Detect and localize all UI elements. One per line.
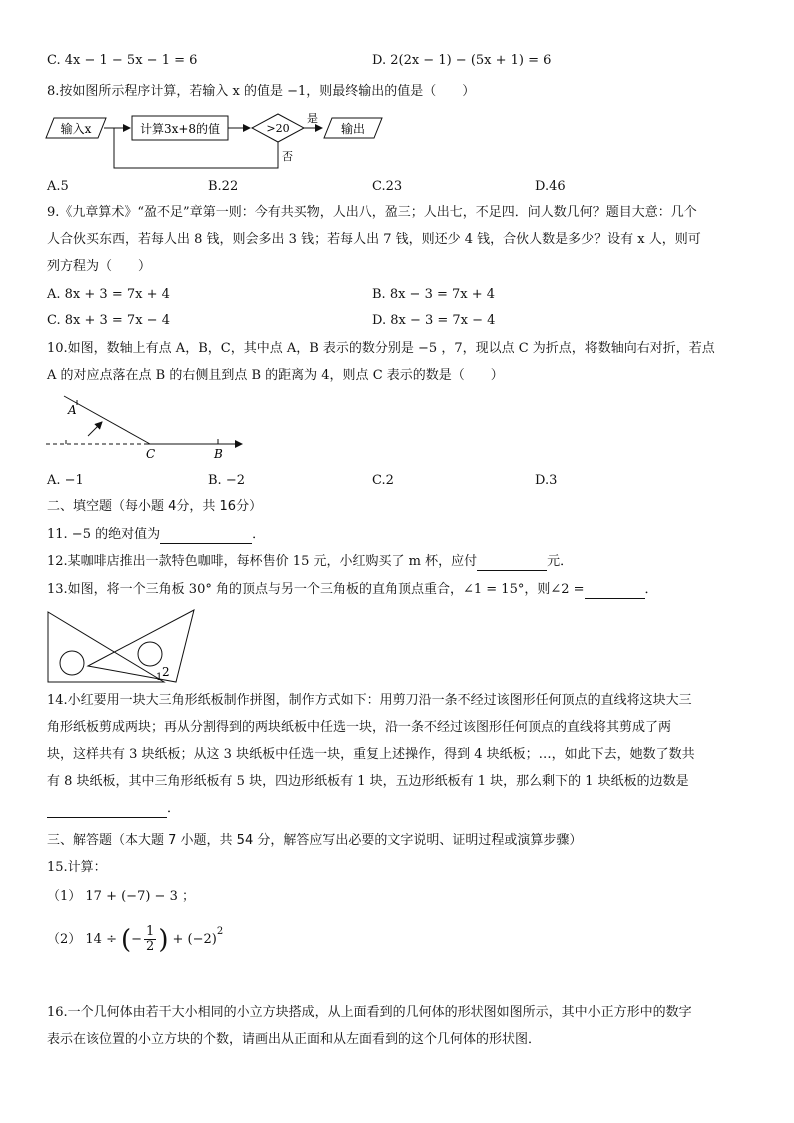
compute-label: 计算3x+8的值 xyxy=(139,122,221,136)
q13-end: ． xyxy=(644,582,658,597)
q14-line2: 角形纸板剪成两块；再从分割得到的两块纸板中任选一块，沿一条不经过该图形任何顶点的直线将其剪成了两 xyxy=(47,720,672,735)
fold-arrow xyxy=(88,422,102,436)
angle-1-label: 1 xyxy=(156,672,163,683)
q8-flowchart xyxy=(44,110,394,172)
q11-text: 11. −5 的绝对值为 xyxy=(47,527,161,542)
q15-exponent: 2 xyxy=(216,925,224,937)
q11-end: ． xyxy=(252,527,266,542)
q10-line2: A 的对应点落在点 B 的右侧且到点 B 的距离为 4，则点 C 表示的数是（ ） xyxy=(47,368,504,383)
fraction-numerator: 1 xyxy=(146,924,155,939)
fraction xyxy=(144,925,156,954)
condition-label: >20 xyxy=(266,122,290,135)
yes-label: 是 xyxy=(307,112,318,125)
section2-heading: 二、填空题（每小题 4分，共 16分） xyxy=(47,499,263,514)
q11-answer-blank[interactable] xyxy=(160,529,252,544)
output-label: 输出 xyxy=(340,122,366,136)
q13 xyxy=(47,581,658,599)
input-label: 输入x xyxy=(60,122,92,136)
q15-part1: （1） 17 + (−7) − 3 ； xyxy=(47,889,195,904)
q11 xyxy=(47,526,265,544)
set-square-1 xyxy=(48,612,164,682)
label-a: A xyxy=(68,403,77,417)
q13-answer-blank[interactable] xyxy=(585,584,645,599)
q10-number-line-figure xyxy=(44,394,254,464)
q9-option-b: B. 8x − 3 = 7x + 4 xyxy=(372,287,496,302)
right-paren: ) xyxy=(158,924,169,955)
q8-option-c: C.23 xyxy=(372,179,403,194)
q12-answer-blank[interactable] xyxy=(477,556,547,571)
q9-option-d: D. 8x − 3 = 7x − 4 xyxy=(372,313,496,328)
q9-option-a: A. 8x + 3 = 7x + 4 xyxy=(47,287,170,302)
q8-option-b: B.22 xyxy=(208,179,239,194)
q14-line1: 14.小红要用一块大三角形纸板制作拼图，制作方式如下：用剪刀沿一条不经过该图形任何顶点的直线将这块大三 xyxy=(47,693,692,708)
q7-option-c: C. 4x − 1 − 5x − 1 = 6 xyxy=(47,53,198,68)
q13-set-squares-figure xyxy=(46,606,206,686)
q8-option-a: A.5 xyxy=(47,179,69,194)
q12-end: 元． xyxy=(547,554,574,569)
section3-heading: 三、解答题（本大题 7 小题，共 54 分，解答应写出必要的文字说明、证明过程或演算步骤） xyxy=(47,833,583,848)
q16-line1: 16.一个几何体由若干大小相同的小立方块搭成，从上面看到的几何体的形状图如图所示，其中小正方形中的数字 xyxy=(47,1005,692,1020)
no-label: 否 xyxy=(282,150,293,163)
q16-line2: 表示在该位置的小立方块的个数，请画出从正面和从左面看到的这个几何体的形状图． xyxy=(47,1032,542,1047)
q14-end: ． xyxy=(167,801,181,816)
q8-stem: 8.按如图所示程序计算，若输入 x 的值是 −1，则最终输出的值是（ ） xyxy=(47,84,476,99)
q10-option-c: C.2 xyxy=(372,473,394,488)
label-b: B xyxy=(214,447,223,461)
q14-answer xyxy=(47,800,180,818)
q12 xyxy=(47,553,573,571)
q10-option-b: B. −2 xyxy=(208,473,245,488)
q15-title: 15.计算： xyxy=(47,860,107,875)
q8-option-d: D.46 xyxy=(535,179,566,194)
q15-part2-post: + (−2) xyxy=(172,931,217,947)
fraction-denominator: 2 xyxy=(146,939,155,954)
q9-line3: 列方程为（ ） xyxy=(47,259,152,274)
q14-answer-blank[interactable] xyxy=(47,803,167,818)
q7-option-d: D. 2(2x − 1) − (5x + 1) = 6 xyxy=(372,53,552,68)
left-paren: ( xyxy=(120,924,132,955)
q14-line3: 块，这样共有 3 块纸板；从这 3 块纸板中任选一块，重复上述操作，得到 4 块纸板；…，如此下去，她数了数共 xyxy=(47,747,695,762)
q9-line1: 9.《九章算术》“盈不足”章第一则：今有共买物，人出八，盈三；人出七，不足四．问人数几何？题目大意：几个 xyxy=(47,205,697,220)
q9-line2: 人合伙买东西，若每人出 8 钱，则会多出 3 钱；若每人出 7 钱，则还少 4 钱，合伙人数是多少？设有 x 人，则可 xyxy=(47,232,701,247)
q9-option-c: C. 8x + 3 = 7x − 4 xyxy=(47,313,170,328)
q14-line4: 有 8 块纸板，其中三角形纸板有 5 块，四边形纸板有 1 块，五边形纸板有 1 块，那么剩下的 1 块纸板的边数是 xyxy=(47,774,689,789)
q12-text: 12.某咖啡店推出一款特色咖啡，每杯售价 15 元，小红购买了 m 杯，应付 xyxy=(47,554,478,569)
q10-option-d: D.3 xyxy=(535,473,558,488)
q10-line1: 10.如图，数轴上有点 A，B，C，其中点 A，B 表示的数分别是 −5 ，7，现以点 C 为折点，将数轴向右对折，若点 xyxy=(47,341,715,356)
q15-part2-pre: （2） 14 ÷ xyxy=(47,931,117,947)
label-c: C xyxy=(146,447,156,461)
q15-part2: （2） 14 ÷ ( − $\frac{1}{2}$ ) + (−2) $^2$ xyxy=(47,924,224,955)
angle-2-label: 2 xyxy=(162,665,170,679)
q13-text: 13.如图，将一个三角板 30° 角的顶点与另一个三角板的直角顶点重合，∠1 = 15°，则∠2 = xyxy=(47,582,585,597)
q10-option-a: A. −1 xyxy=(47,473,84,488)
